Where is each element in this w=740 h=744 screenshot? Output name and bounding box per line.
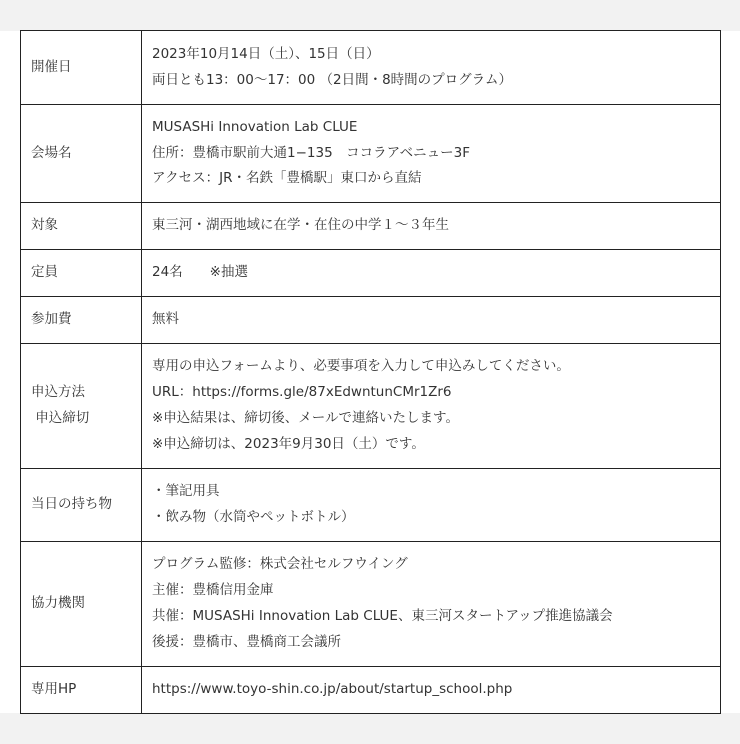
- row-value-line: プログラム監修：株式会社セルフウイング: [152, 556, 408, 573]
- event-info-table: [20, 30, 721, 714]
- form-url-link[interactable]: URL：https://forms.gle/87xEdwntunCMr1Zr6: [152, 384, 452, 401]
- row-value-line: 2023年10月14日（土）、15日（日）: [152, 45, 380, 62]
- table-row-target: [21, 203, 721, 250]
- row-value-line: ・筆記用具: [152, 483, 220, 500]
- table-row-partners: [21, 542, 721, 667]
- row-value-line: 専用の申込フォームより、必要事項を入力して申込みしてください。: [152, 358, 570, 375]
- row-value-line: アクセス：JR・名鉄「豊橋駅」東口から直結: [152, 170, 422, 187]
- row-value: [142, 469, 721, 542]
- table-row-homepage: [21, 667, 721, 714]
- row-label: [21, 297, 142, 344]
- table-row-belongings: [21, 469, 721, 542]
- row-label: [21, 667, 142, 714]
- row-value: [142, 203, 721, 250]
- row-value-line: 両日とも13：00〜17：00 （2日間・8時間のプログラム）: [152, 71, 513, 88]
- row-value-line: 共催：MUSASHi Innovation Lab CLUE、東三河スタートアップ推進協議会: [152, 608, 613, 624]
- table-row-venue: [21, 105, 721, 203]
- row-label-text: 会場名: [31, 144, 72, 161]
- row-value-line: 主催：豊橋信用金庫: [152, 582, 274, 599]
- row-label: [21, 344, 142, 469]
- row-label-text: 定員: [31, 264, 58, 281]
- row-label-text: 当日の持ち物: [31, 496, 112, 513]
- row-value-line: 24名 ※抽選: [152, 264, 248, 281]
- row-value: [142, 31, 721, 105]
- row-label: [21, 250, 142, 297]
- row-label: [21, 203, 142, 250]
- row-label: [21, 31, 142, 105]
- row-value-line: ※申込締切は、2023年9月30日（土）です。: [152, 435, 425, 452]
- row-value: [142, 667, 721, 714]
- row-value-line: MUSASHi Innovation Lab CLUE: [152, 118, 358, 135]
- row-label-text: 対象: [31, 217, 58, 234]
- table-row-fee: [21, 297, 721, 344]
- row-value-line: 住所：豊橋市駅前大通1−135 ココラアベニュー3F: [152, 144, 470, 161]
- table-row-capacity: [21, 250, 721, 297]
- row-label-text: 専用HP: [31, 681, 77, 698]
- row-value: [142, 542, 721, 667]
- row-label: [21, 542, 142, 667]
- row-value: [142, 344, 721, 469]
- row-label-text: 申込締切: [31, 410, 90, 426]
- homepage-url-link[interactable]: https://www.toyo-shin.co.jp/about/startup_school.php: [152, 681, 513, 698]
- row-label-text: 協力機関: [31, 595, 85, 612]
- row-value-line: ※申込結果は、締切後、メールで連絡いたします。: [152, 410, 459, 426]
- table-row-application: [21, 344, 721, 469]
- row-value: [142, 250, 721, 297]
- row-label: [21, 105, 142, 203]
- table-row-date: [21, 31, 721, 105]
- row-value-line: 東三河・湖西地域に在学・在住の中学１〜３年生: [152, 217, 449, 234]
- row-value: [142, 297, 721, 344]
- row-label-text: 開催日: [31, 58, 72, 75]
- row-value: [142, 105, 721, 203]
- row-label-text: 申込方法: [31, 384, 85, 401]
- row-value-line: 無料: [152, 311, 179, 328]
- row-value-line: 後援：豊橋市、豊橋商工会議所: [152, 633, 341, 650]
- row-label: [21, 469, 142, 542]
- row-value-line: ・飲み物（水筒やペットボトル）: [152, 509, 355, 525]
- row-label-text: 参加費: [31, 311, 72, 328]
